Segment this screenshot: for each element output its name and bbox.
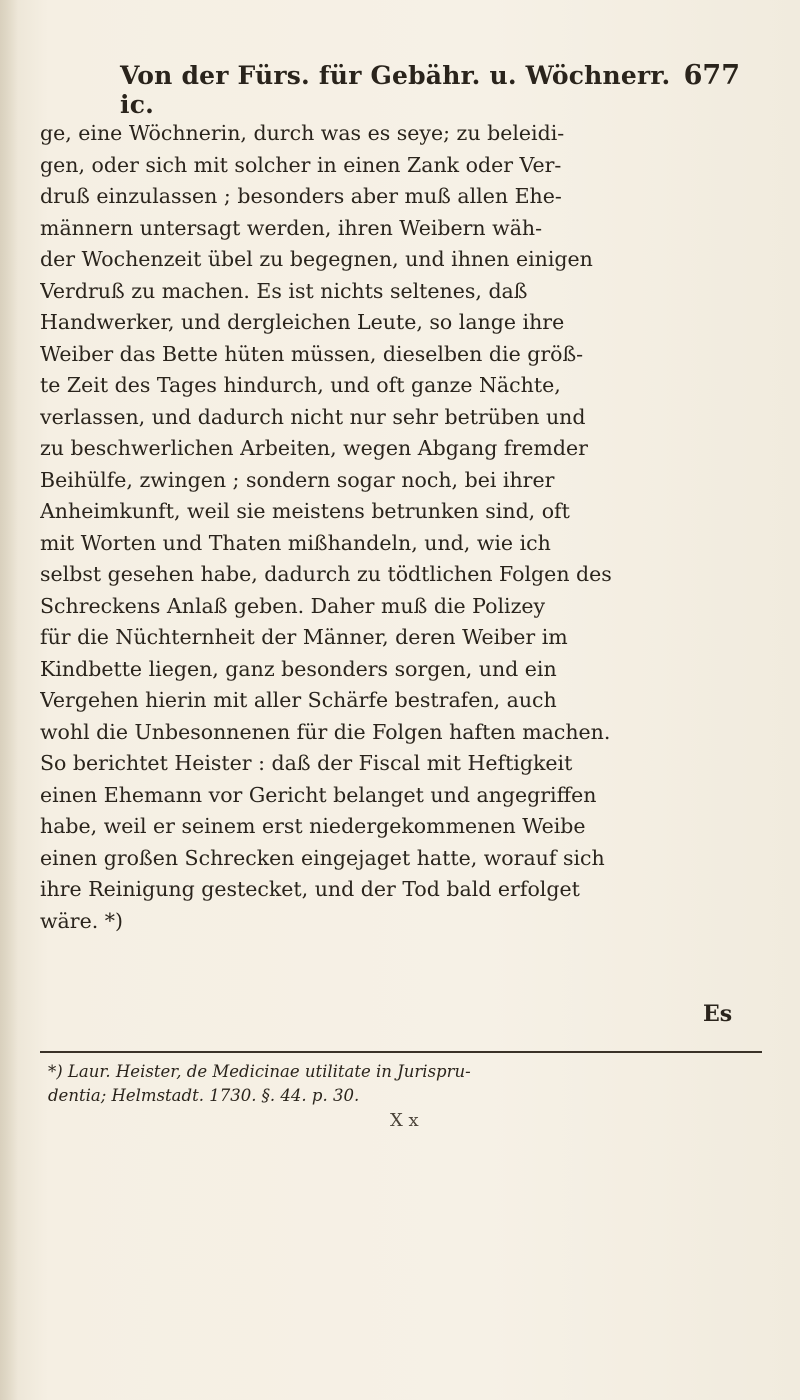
text-line: gen, oder sich mit solcher in einen Zank oder Ver- [40,152,562,177]
footnote-line: *) Laur. Heister, de Medicinae utilitate in Jurispru- [48,1062,471,1081]
text-line: te Zeit des Tages hindurch, und oft ganze Nächte, [40,373,561,397]
catchword: Es [703,1001,733,1027]
text-line: ge, eine Wöchnerin, durch was es seye; zu beleidi- [40,121,565,145]
text-line: Verdruß zu machen. Es ist nichts seltenes, daß [40,278,528,303]
text-line: einen großen Schrecken eingejaget hatte, worauf sich [40,845,605,870]
text-line: Beihülfe, zwingen ; sondern sogar noch, bei ihrer [40,467,555,492]
running-title: Von der Fürs. für Gebähr. u. Wöchnerr. ic. [120,61,671,119]
footnote-rule [40,1051,762,1053]
text-line: druß einzulassen ; besonders aber muß allen Ehe- [40,184,562,208]
page-header [120,60,740,119]
text-line: der Wochenzeit übel zu begegnen, und ihnen einigen [40,247,593,271]
text-line: Handwerker, und dergleichen Leute, so lange ihre [40,310,565,334]
page-number: 677 [683,60,740,91]
text-line: mit Worten und Thaten mißhandeln, und, wie ich [40,530,551,555]
text-line: für die Nüchternheit der Männer, deren Weiber im [40,625,568,649]
footnote [48,1060,760,1108]
page-gutter [0,0,18,1400]
text-line: wäre. *) [40,908,123,933]
footnote-line: dentia; Helmstadt. 1730. §. 44. p. 30. [48,1086,360,1105]
text-line: männern untersagt werden, ihren Weibern wäh- [40,215,543,240]
text-line: Vergehen hierin mit aller Schärfe bestrafen, auch [40,688,557,712]
text-line: selbst gesehen habe, dadurch zu tödtlichen Folgen des [40,562,612,586]
text-line: einen Ehemann vor Gericht belanget und angegriffen [40,782,597,807]
text-line: Schreckens Anlaß geben. Daher muß die Polizey [40,593,546,618]
text-line: verlassen, und dadurch nicht nur sehr betrüben und [40,404,586,429]
body-text [40,118,760,937]
text-line: Kindbette liegen, ganz besonders sorgen, und ein [40,656,557,681]
text-line: habe, weil er seinem erst niedergekommenen Weibe [40,814,586,838]
text-line: Anheimkunft, weil sie meistens betrunken sind, oft [40,499,570,523]
text-line: ihre Reinigung gestecket, und der Tod bald erfolget [40,877,580,901]
text-line: So berichtet Heister : daß der Fiscal mit Heftigkeit [40,751,573,775]
signature-mark: X x [390,1110,419,1131]
text-line: Weiber das Bette hüten müssen, dieselben die größ- [40,341,584,366]
text-line: zu beschwerlichen Arbeiten, wegen Abgang fremder [40,436,588,460]
text-line: wohl die Unbesonnenen für die Folgen haften machen. [40,719,611,744]
